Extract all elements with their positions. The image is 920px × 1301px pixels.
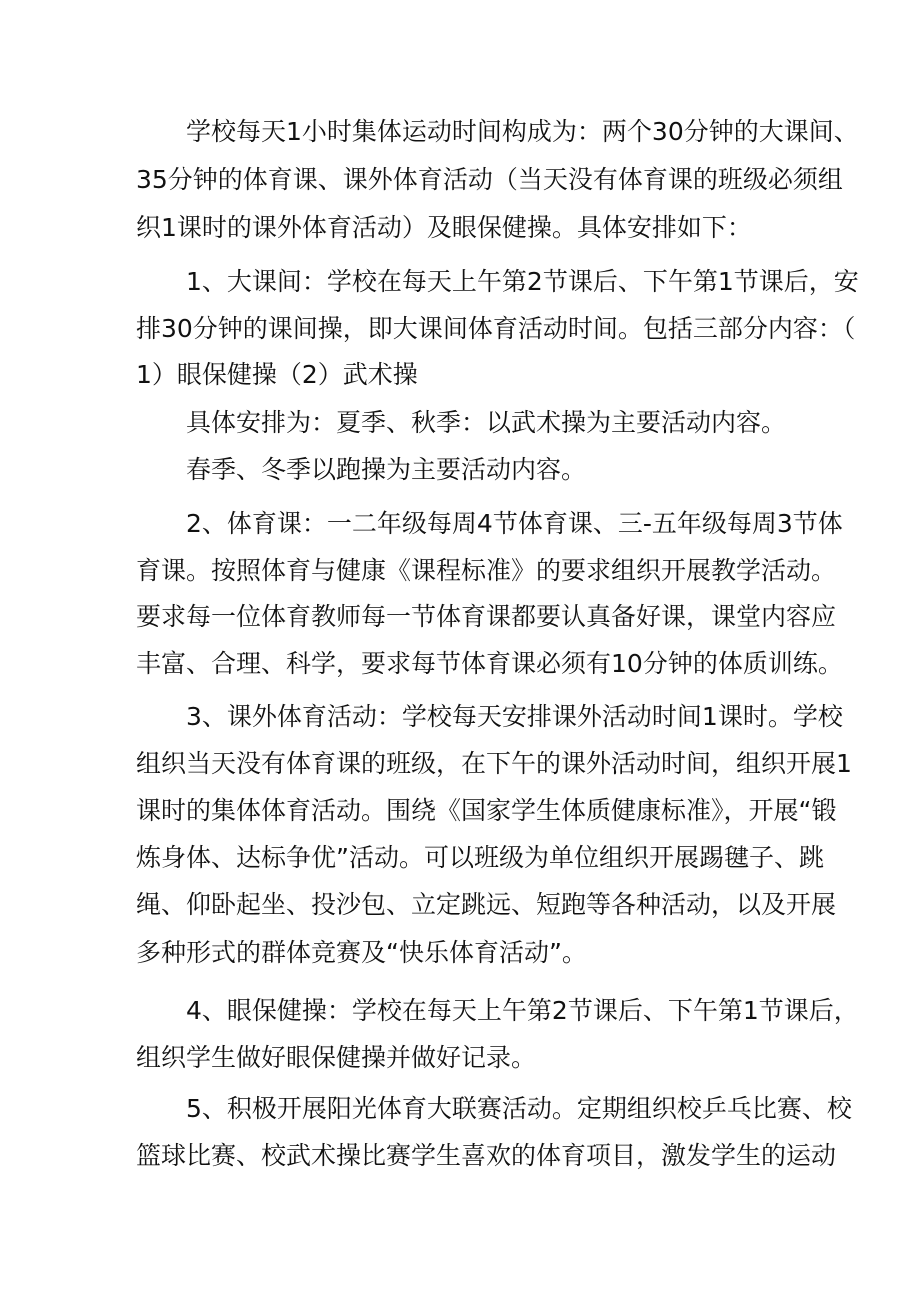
paragraph-line: 织1课时的课外体育活动）及眼保健操。具体安排如下：	[136, 213, 752, 242]
paragraph-line: 35分钟的体育课、课外体育活动（当天没有体育课的班级必须组	[136, 165, 843, 194]
paragraph-line: 春季、冬季以跑操为主要活动内容。	[186, 455, 587, 484]
paragraph-line: 学校每天1小时集体运动时间构成为：两个30分钟的大课间、	[186, 117, 859, 146]
paragraph-line: 丰富、合理、科学，要求每节体育课必须有10分钟的体质训练。	[136, 649, 843, 678]
paragraph-line: 具体安排为：夏季、秋季：以武术操为主要活动内容。	[186, 408, 787, 437]
paragraph-line: 1、大课间：学校在每天上午第2节课后、下午第1节课后，安	[186, 267, 859, 296]
paragraph-line: 要求每一位体育教师每一节体育课都要认真备好课，课堂内容应	[136, 602, 837, 631]
paragraph-line: 多种形式的群体竞赛及“快乐体育活动”。	[136, 938, 587, 967]
paragraph-line: 组织当天没有体育课的班级，在下午的课外活动时间，组织开展1	[136, 749, 852, 778]
paragraph-line: 3、课外体育活动：学校每天安排课外活动时间1课时。学校	[186, 702, 843, 731]
paragraph-line: 5、积极开展阳光体育大联赛活动。定期组织校乒乓比赛、校	[186, 1094, 852, 1123]
paragraph-line: 课时的集体体育活动。围绕《国家学生体质健康标准》，开展“锻	[136, 796, 837, 825]
paragraph-line: 炼身体、达标争优”活动。可以班级为单位组织开展踢毽子、跳	[136, 843, 824, 872]
paragraph-line: 2、体育课：一二年级每周4节体育课、三-五年级每周3节体	[186, 509, 843, 538]
paragraph-line: 绳、仰卧起坐、投沙包、立定跳远、短跑等各种活动，以及开展	[136, 890, 837, 919]
paragraph-line: 1）眼保健操（2）武术操	[136, 360, 418, 389]
paragraph-line: 排30分钟的课间操，即大课间体育活动时间。包括三部分内容：（	[136, 314, 856, 343]
paragraph-line: 组织学生做好眼保健操并做好记录。	[136, 1043, 537, 1072]
paragraph-line: 篮球比赛、校武术操比赛学生喜欢的体育项目，激发学生的运动	[136, 1141, 837, 1170]
paragraph-line: 育课。按照体育与健康《课程标准》的要求组织开展教学活动。	[136, 556, 837, 585]
paragraph-line: 4、眼保健操：学校在每天上午第2节课后、下午第1节课后，	[186, 996, 859, 1025]
